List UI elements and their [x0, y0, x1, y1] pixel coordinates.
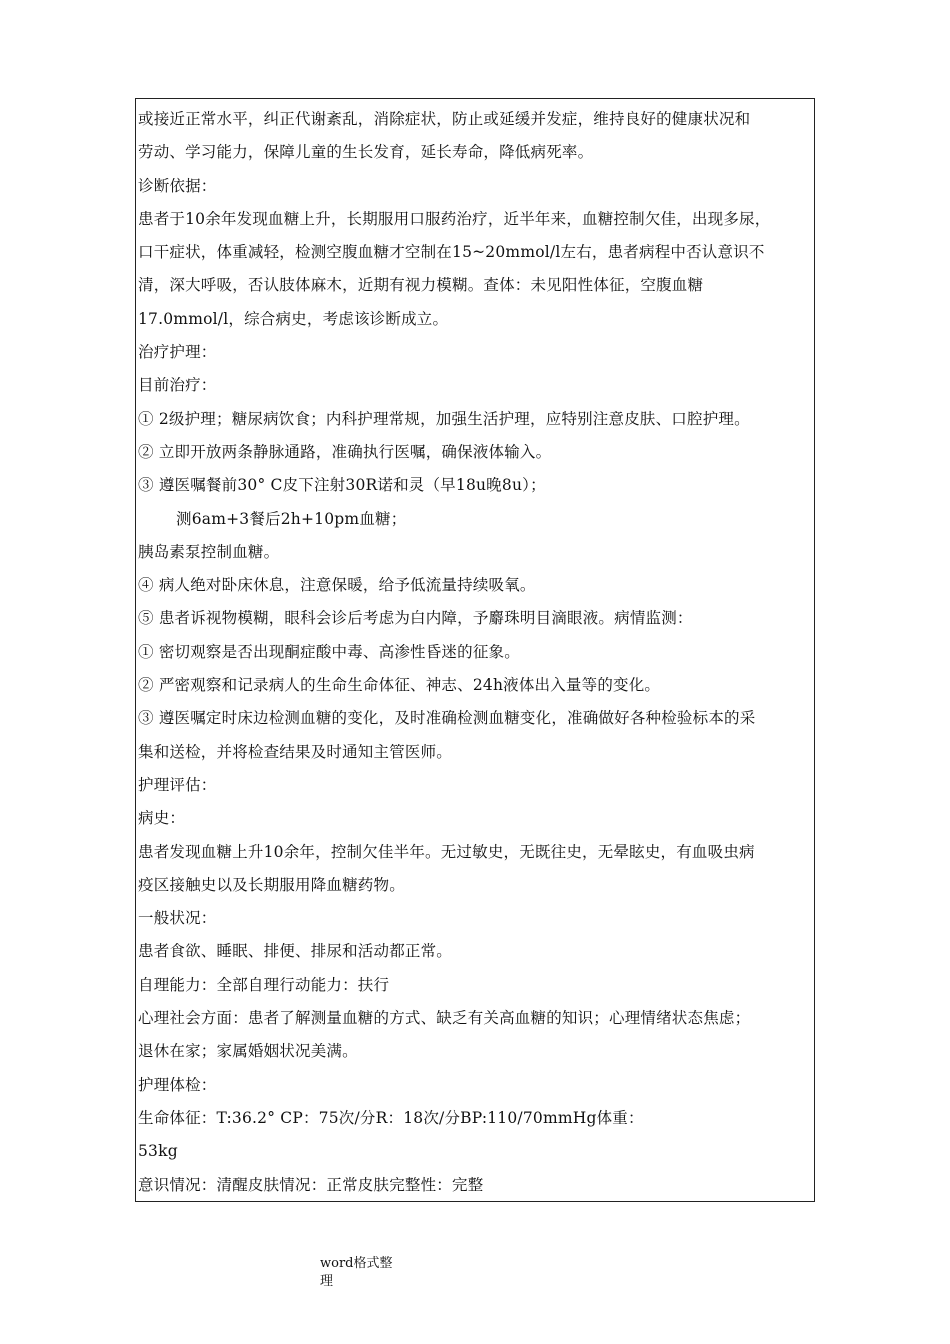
text-line: 退休在家；家属婚姻状况美满。	[138, 1042, 358, 1061]
text-line: 意识情况：清醒皮肤情况：正常皮肤完整性：完整	[138, 1175, 484, 1194]
text-line: 患者发现血糖上升10余年，控制欠佳半年。无过敏史，无既往史，无晕眩史，有血吸虫病	[138, 842, 755, 861]
footer-line: word格式整	[320, 1256, 393, 1271]
text-line: 疫区接触史以及长期服用降血糖药物。	[138, 875, 405, 894]
text-line: 心理社会方面：患者了解测量血糖的方式、缺乏有关高血糖的知识；心理情绪状态焦虑；	[138, 1009, 751, 1028]
text-line: 胰岛素泵控制血糖。	[138, 542, 280, 561]
section-heading-assessment: 护理评估：	[138, 775, 217, 794]
text-line: 生命体征：T:36.2° CP：75次/分R：18次/分BP:110/70mmHg体重：	[138, 1108, 644, 1127]
section-heading-diagnosis: 诊断依据：	[138, 176, 217, 195]
section-heading-history: 病史：	[138, 809, 186, 828]
text-line: 清，深大呼吸，否认肢体麻木，近期有视力模糊。查体：未见阳性体征，空腹血糖	[138, 276, 704, 295]
list-item: ④ 病人绝对卧床休息，注意保暖，给予低流量持续吸氧。	[138, 576, 536, 595]
list-item-continuation: 测6am+3餐后2h+10pm血糖；	[176, 509, 407, 528]
list-item: ⑤ 患者诉视物模糊，眼科会诊后考虑为白内障，予麝珠明目滴眼液。病情监测：	[138, 609, 693, 628]
text-line: 集和送检，并将检查结果及时通知主管医师。	[138, 742, 453, 761]
section-heading-general-status: 一般状况：	[138, 909, 217, 928]
text-line: 17.0mmol/l，综合病史，考虑该诊断成立。	[138, 309, 449, 328]
document-body	[138, 103, 812, 1202]
text-line: 患者食欲、睡眠、排便、排尿和活动都正常。	[138, 942, 453, 961]
text-line: 或接近正常水平，纠正代谢紊乱，消除症状，防止或延缓并发症，维持良好的健康状况和	[138, 110, 751, 128]
footer-line: 理	[320, 1274, 334, 1289]
text-line: 口干症状，体重减轻，检测空腹血糖才空制在15~20mmol/l左右，患者病程中否认意识不	[138, 243, 765, 262]
list-item: ② 立即开放两条静脉通路，准确执行医嘱，确保液体输入。	[138, 442, 552, 461]
page-footer	[320, 1255, 440, 1291]
document-frame	[135, 98, 815, 1202]
section-heading-current-treatment: 目前治疗：	[138, 376, 217, 395]
section-heading-treatment: 治疗护理：	[138, 343, 217, 362]
list-item: ① 2级护理；糖尿病饮食；内科护理常规，加强生活护理，应特别注意皮肤、口腔护理。	[138, 409, 750, 428]
list-item: ② 严密观察和记录病人的生命生命体征、神志、24h液体出入量等的变化。	[138, 676, 661, 695]
section-heading-physical-exam: 护理体检：	[138, 1075, 217, 1094]
list-item: ① 密切观察是否出现酮症酸中毒、高渗性昏迷的征象。	[138, 642, 520, 661]
list-item: ③ 遵医嘱餐前30° C皮下注射30R诺和灵（早18u晚8u）；	[138, 476, 546, 495]
text-line: 自理能力：全部自理行动能力：扶行	[138, 975, 390, 994]
text-line: 劳动、学习能力，保障儿童的生长发育，延长寿命，降低病死率。	[138, 143, 594, 162]
text-line: 患者于10余年发现血糖上升，长期服用口服药治疗，近半年来，血糖控制欠佳，出现多尿，	[138, 209, 771, 228]
list-item: ③ 遵医嘱定时床边检测血糖的变化，及时准确检测血糖变化，准确做好各种检验标本的采	[138, 709, 756, 728]
text-line: 53kg	[138, 1142, 178, 1161]
